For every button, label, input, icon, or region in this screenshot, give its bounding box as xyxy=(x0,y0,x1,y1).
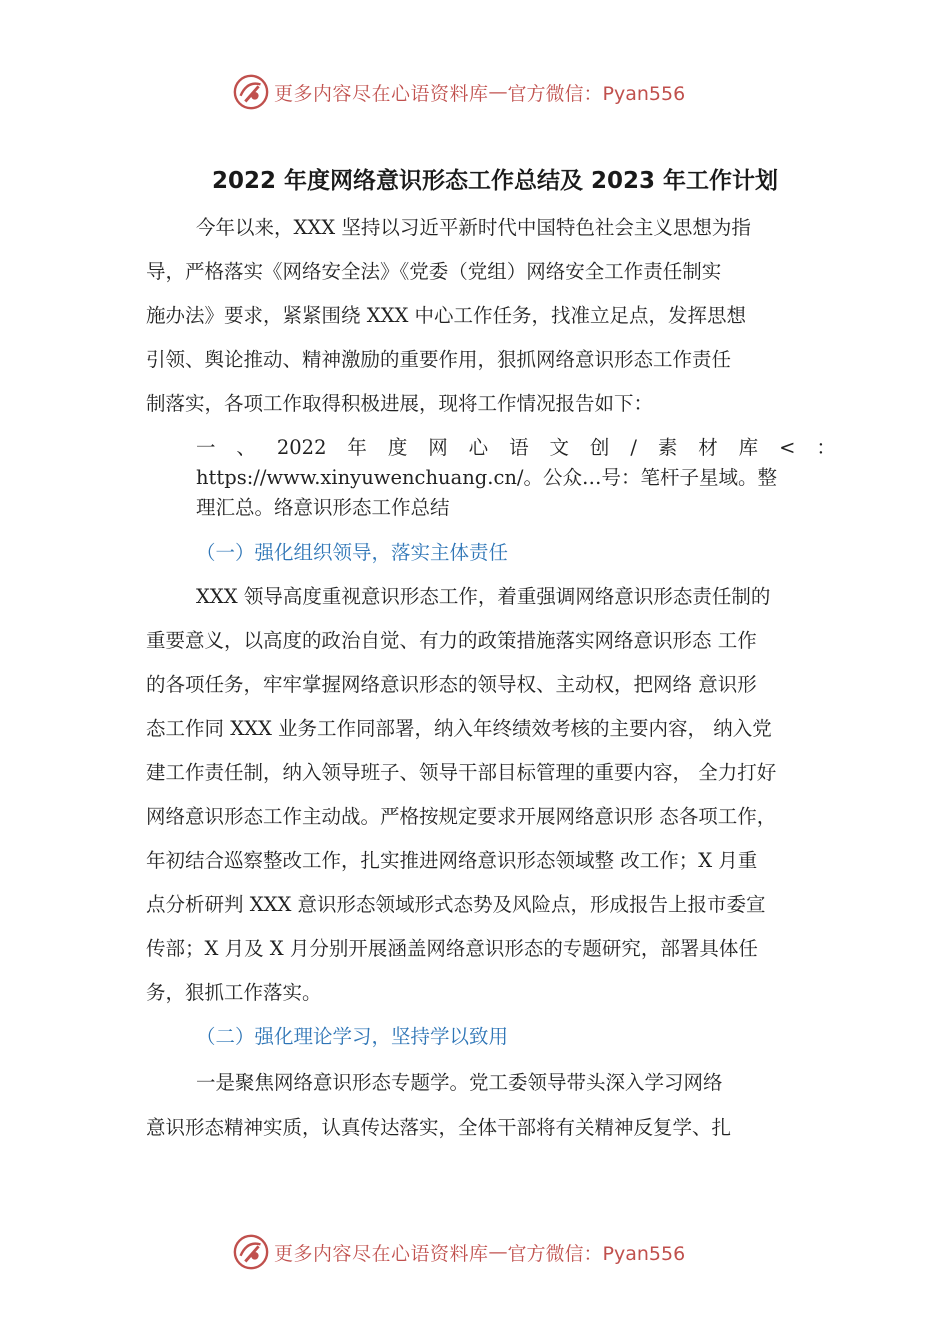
token: 、 xyxy=(236,436,256,459)
text-line: 传部；X 月及 X 月分别开展涵盖网络意识形态的专题研究，部署具体任 xyxy=(146,937,758,960)
spread-line xyxy=(196,434,836,462)
subheading-one: （一）强化组织领导，落实主体责任 xyxy=(196,541,509,564)
text-line: 意识形态精神实质，认真传达落实，全体干部将有关精神反复学、扎 xyxy=(146,1116,732,1139)
text-line: 重要意义，以高度的政治自觉、有力的政策措施落实网络意识形态 工作 xyxy=(146,629,757,652)
token: 年 xyxy=(347,436,367,459)
banner-brand-text: 更多内容尽在心语资料库 xyxy=(274,82,489,105)
text-line: 网络意识形态工作主动战。严格按规定要求开展网络意识形 态各项工作， xyxy=(146,805,777,828)
header-banner xyxy=(232,72,752,112)
token: 库 xyxy=(738,436,759,459)
brand-logo-icon xyxy=(232,1233,270,1271)
banner-brand-text: 更多内容尽在心语资料库 xyxy=(274,1242,489,1265)
token: 一 xyxy=(196,436,216,459)
banner-separator: — xyxy=(488,81,508,103)
website-link[interactable]: https://www.xinyuwenchuang.cn/。公众…号：笔杆子星域。整 xyxy=(196,466,778,489)
token: 网 xyxy=(428,436,448,459)
token: / xyxy=(630,436,637,459)
document-title: 2022 年度网络意识形态工作总结及 2023 年工作计划 xyxy=(211,168,779,194)
token: 文 xyxy=(549,436,570,459)
text-line: XXX 领导高度重视意识形态工作，着重强调网络意识形态责任制的 xyxy=(196,585,771,608)
token: 度 xyxy=(387,436,408,459)
token: 材 xyxy=(698,436,718,459)
token: 创 xyxy=(589,436,610,459)
footer-banner xyxy=(232,1232,752,1272)
text-line: 一是聚焦网络意识形态专题学。党工委领导带头深入学习网络 xyxy=(196,1071,723,1094)
text-line: 建工作责任制，纳入领导班子、领导干部目标管理的重要内容， 全力打好 xyxy=(146,761,777,784)
text-line: 态工作同 XXX 业务工作同部署，纳入年终绩效考核的主要内容， 纳入党 xyxy=(146,717,772,740)
token: < xyxy=(779,436,796,459)
brand-logo-icon xyxy=(232,73,270,111)
token: 素 xyxy=(657,436,678,459)
banner-separator: — xyxy=(488,1241,508,1263)
token: ： xyxy=(816,436,836,459)
text-line: 务，狠抓工作落实。 xyxy=(146,981,322,1004)
text-line: 引领、舆论推动、精神激励的重要作用，狠抓网络意识形态工作责任 xyxy=(146,348,732,371)
text-line: 施办法》要求，紧紧围绕 XXX 中心工作任务，找准立足点，发挥思想 xyxy=(146,304,747,327)
token: 心 xyxy=(468,436,489,459)
text-line: 制落实，各项工作取得积极进展，现将工作情况报告如下： xyxy=(146,392,654,415)
text-line: 的各项任务，牢牢掌握网络意识形态的领导权、主动权，把网络 意识形 xyxy=(146,673,757,696)
text-line: 年初结合巡察整改工作，扎实推进网络意识形态领域整 改工作；X 月重 xyxy=(146,849,758,872)
banner-contact-text: 官方微信：Pyan556 xyxy=(507,82,686,105)
token: 2022 xyxy=(276,436,327,459)
text-line: 今年以来，XXX 坚持以习近平新时代中国特色社会主义思想为指 xyxy=(196,216,751,239)
banner-contact-text: 官方微信：Pyan556 xyxy=(507,1242,686,1265)
subheading-two: （二）强化理论学习，坚持学以致用 xyxy=(196,1025,509,1048)
token: 语 xyxy=(509,436,529,459)
text-line: 点分析研判 XXX 意识形态领域形式态势及风险点，形成报告上报市委宣 xyxy=(146,893,766,916)
text-line: 理汇总。络意识形态工作总结 xyxy=(196,496,450,519)
text-line: 导，严格落实《网络安全法》《党委（党组）网络安全工作责任制实 xyxy=(146,260,722,283)
